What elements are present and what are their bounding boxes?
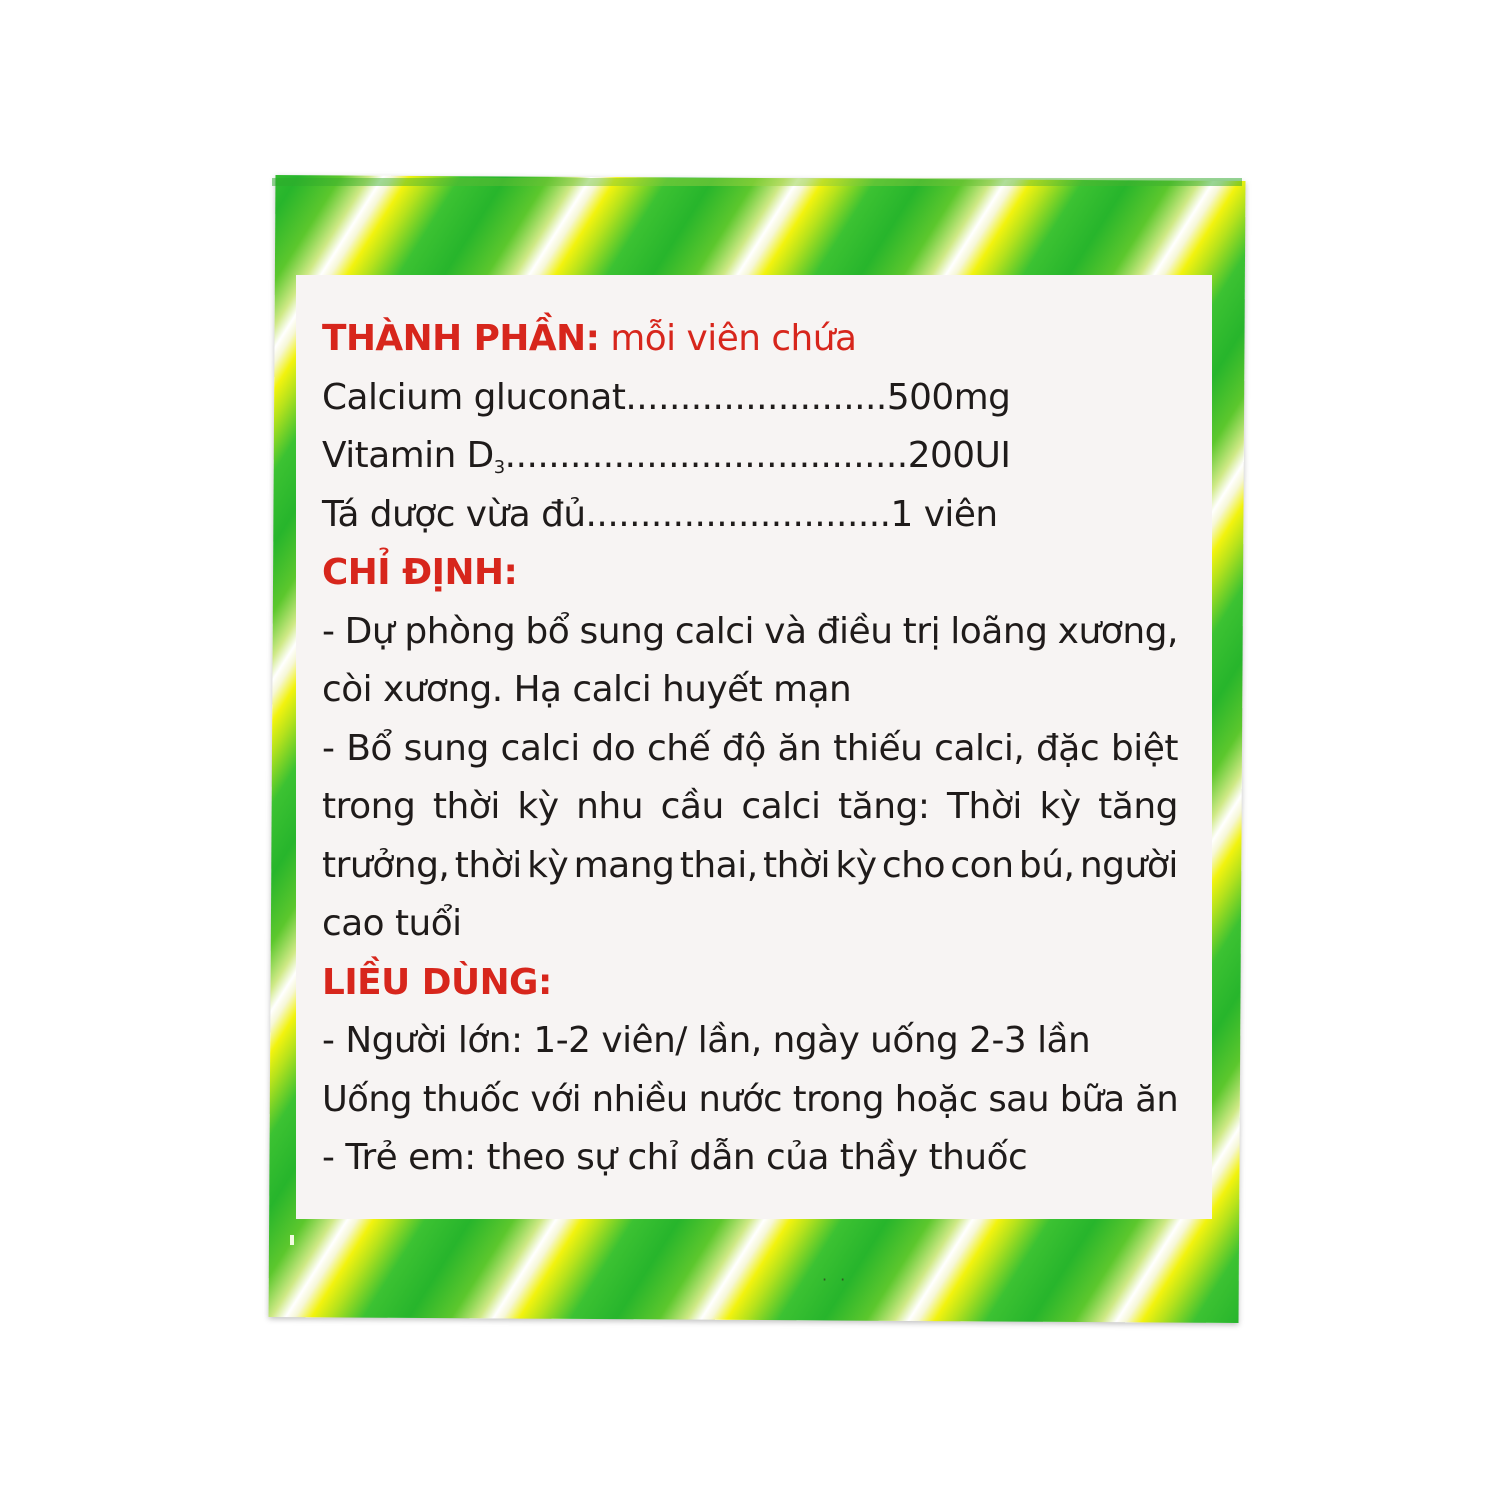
word: trị bbox=[902, 610, 941, 652]
box-edge-mark bbox=[290, 1235, 294, 1245]
dosage-line: - Người lớn: 1-2 viên/ lần, ngày uống 2-3 lần bbox=[322, 1020, 1091, 1061]
word: cầu bbox=[660, 786, 724, 827]
word: thời bbox=[763, 844, 830, 886]
indication-line bbox=[322, 720, 1178, 779]
indications-heading: CHỈ ĐỊNH: bbox=[322, 552, 518, 593]
word: trưởng, bbox=[322, 844, 450, 886]
ingredients-heading-suffix: mỗi viên chứa bbox=[599, 318, 857, 359]
indication-line bbox=[322, 837, 1178, 896]
leader-dots: ........................ bbox=[625, 376, 887, 418]
box-top-edge bbox=[272, 178, 1242, 186]
word: đặc bbox=[1035, 727, 1100, 769]
label-text bbox=[322, 310, 1182, 1188]
word: điều bbox=[816, 610, 893, 652]
ingredients-heading: THÀNH PHẦN: bbox=[322, 318, 600, 359]
word: ăn bbox=[777, 727, 822, 769]
word: cho bbox=[881, 844, 946, 886]
ingredient-name: Calcium gluconat bbox=[322, 376, 626, 418]
word: loãng bbox=[950, 610, 1048, 652]
word: phòng bbox=[404, 610, 516, 652]
word: - bbox=[322, 727, 335, 769]
word: thai, bbox=[679, 844, 758, 886]
word: calci, bbox=[934, 727, 1025, 769]
leader-dots: ..................................... bbox=[504, 435, 908, 476]
word: bú, bbox=[1018, 844, 1075, 886]
word: biệt bbox=[1110, 727, 1178, 769]
word: Dự bbox=[344, 610, 395, 652]
word: nhu bbox=[576, 786, 644, 827]
ingredient-amount: 500mg bbox=[886, 376, 1011, 418]
dosage-line: - Trẻ em: theo sự chỉ dẫn của thầy thuốc bbox=[322, 1137, 1028, 1178]
word: trong bbox=[322, 786, 416, 827]
word: kỳ bbox=[527, 844, 569, 886]
leader-dots: ............................ bbox=[585, 493, 891, 535]
word: Bổ bbox=[346, 727, 392, 769]
word: kỳ bbox=[517, 786, 559, 827]
word: do bbox=[591, 727, 636, 769]
indication-line: còi xương. Hạ calci huyết mạn bbox=[322, 669, 852, 710]
indication-line: cao tuổi bbox=[322, 903, 462, 944]
ingredient-row bbox=[322, 427, 1178, 486]
word: kỳ bbox=[1039, 786, 1081, 827]
word: mang bbox=[573, 844, 675, 886]
dosage-heading: LIỀU DÙNG: bbox=[322, 961, 552, 1003]
dosage-line: Uống thuốc với nhiều nước trong hoặc sau bữa ăn bbox=[322, 1078, 1179, 1120]
print-speck: · · bbox=[822, 1270, 850, 1289]
word: sung bbox=[579, 610, 665, 652]
word: calci bbox=[674, 610, 754, 652]
word: sung bbox=[403, 727, 489, 769]
word: tăng bbox=[1098, 786, 1178, 827]
word: kỳ bbox=[835, 844, 877, 886]
ingredient-amount: 1 viên bbox=[890, 493, 998, 535]
ingredient-amount: 200UI bbox=[907, 435, 1011, 476]
word: calci bbox=[500, 727, 580, 769]
ingredient-row bbox=[322, 369, 1178, 428]
indication-line bbox=[322, 778, 1178, 837]
word: thiếu bbox=[833, 727, 923, 769]
word: và bbox=[764, 610, 807, 652]
word: con bbox=[950, 844, 1014, 886]
ingredient-row bbox=[322, 486, 1178, 545]
ingredient-subscript: 3 bbox=[493, 457, 505, 478]
word: thời bbox=[432, 786, 500, 827]
word: - bbox=[322, 610, 335, 652]
word: người bbox=[1079, 844, 1178, 886]
word: xương, bbox=[1057, 610, 1178, 652]
word: thời bbox=[454, 844, 522, 886]
word: calci bbox=[741, 786, 821, 827]
word: độ bbox=[721, 727, 766, 769]
ingredient-name: Tá dược vừa đủ bbox=[322, 493, 586, 535]
ingredients-heading-line bbox=[322, 310, 1178, 369]
word: chế bbox=[646, 727, 711, 769]
indication-line bbox=[322, 603, 1178, 662]
ingredient-name: Vitamin D bbox=[322, 435, 494, 476]
word: Thời bbox=[947, 786, 1022, 827]
word: bổ bbox=[525, 610, 570, 652]
word: tăng: bbox=[838, 786, 930, 827]
